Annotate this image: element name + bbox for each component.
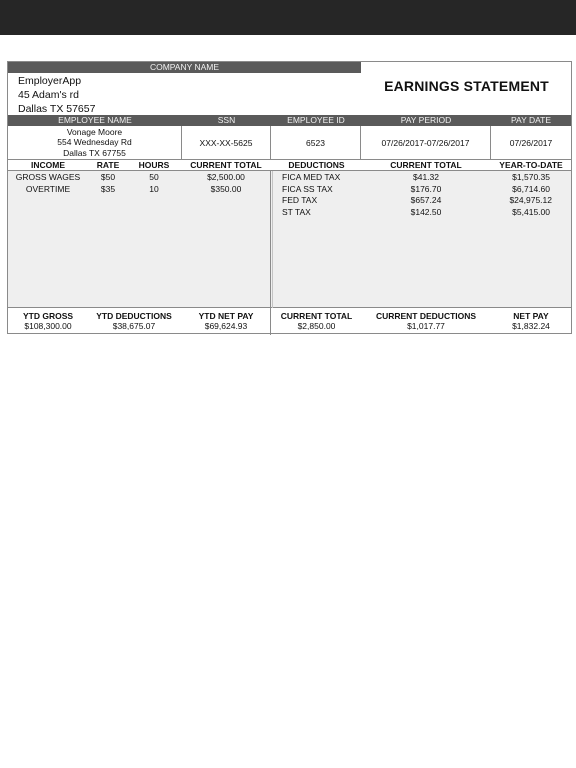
employee-address-line1: 554 Wednesday Rd xyxy=(57,137,132,148)
income-hours-0: 50 xyxy=(149,172,159,182)
ssn-header: SSN xyxy=(217,115,236,125)
statement-title: EARNINGS STATEMENT xyxy=(384,78,549,94)
ytd-deductions-value: $38,675.07 xyxy=(112,321,156,331)
deduction-label-2: FED TAX xyxy=(282,195,318,205)
deduction-ytd-1: $6,714.60 xyxy=(512,183,550,194)
deduction-label-0: FICA MED TAX xyxy=(282,172,341,182)
deduction-ytd-3: $5,415.00 xyxy=(512,206,550,217)
ytd-gross-label: YTD GROSS xyxy=(22,311,74,321)
employee-id-value: 6523 xyxy=(271,126,361,159)
column-header-row xyxy=(8,160,571,171)
company-name: EmployerApp xyxy=(18,75,82,87)
company-name-header: COMPANY NAME xyxy=(8,62,361,73)
deduction-label-1: FICA SS TAX xyxy=(282,183,333,194)
company-address xyxy=(18,74,95,116)
year-to-date-header: YEAR-TO-DATE xyxy=(499,160,563,170)
deduction-ytd-2: $24,975.12 xyxy=(509,195,552,205)
net-pay-label: NET PAY xyxy=(513,311,549,321)
pay-date-value: 07/26/2017 xyxy=(509,137,553,148)
employee-name-cell xyxy=(8,126,182,159)
column-divider-inner xyxy=(272,171,273,308)
income-rate-0: $50 xyxy=(100,172,116,182)
income-rate-1: $35 xyxy=(100,183,116,194)
income-label-1: OVERTIME xyxy=(25,183,71,194)
employee-info-header-row xyxy=(8,115,571,126)
ytd-gross-value: $108,300.00 xyxy=(24,321,72,331)
ytd-deductions-label: YTD DEDUCTIONS xyxy=(96,311,172,321)
income-current-total-1: $350.00 xyxy=(210,183,242,194)
deduction-ytd-0: $1,570.35 xyxy=(512,172,550,182)
current-deductions-value: $1,017.77 xyxy=(407,321,445,331)
top-bar xyxy=(0,0,576,35)
deduction-current-0: $41.32 xyxy=(413,172,439,182)
deduction-current-2: $657.24 xyxy=(410,195,442,205)
current-deductions-label: CURRENT DEDUCTIONS xyxy=(375,311,477,321)
current-total-value: $2,850.00 xyxy=(297,321,336,331)
company-address-line1: 45 Adam's rd xyxy=(18,89,79,101)
ytd-net-pay-value: $69,624.93 xyxy=(204,321,248,331)
employee-name-header: EMPLOYEE NAME xyxy=(58,115,132,125)
ytd-net-pay-label: YTD NET PAY xyxy=(198,311,254,321)
pay-date-header: PAY DATE xyxy=(511,115,551,125)
deduction-current-1: $176.70 xyxy=(410,183,442,194)
deductions-header: DEDUCTIONS xyxy=(288,160,345,170)
ssn-value: XXX-XX-5625 xyxy=(182,126,271,159)
income-hours-1: 10 xyxy=(149,183,159,194)
company-address-line2: Dallas TX 57657 xyxy=(18,103,96,115)
income-current-total-0: $2,500.00 xyxy=(207,172,245,182)
pay-period-header: PAY PERIOD xyxy=(400,115,452,125)
net-pay-value: $1,832.24 xyxy=(512,321,550,331)
employee-address-line2: Dallas TX 67755 xyxy=(63,147,126,158)
deduction-current-3: $142.50 xyxy=(410,206,442,217)
income-header: INCOME xyxy=(31,160,65,170)
current-total-label: CURRENT TOTAL xyxy=(280,311,353,321)
pay-period-value: 07/26/2017-07/26/2017 xyxy=(361,126,491,159)
rate-header: RATE xyxy=(96,160,120,170)
deductions-current-total-header: CURRENT TOTAL xyxy=(390,160,462,170)
income-label-0: GROSS WAGES xyxy=(15,172,81,182)
income-current-total-header: CURRENT TOTAL xyxy=(190,160,262,170)
employee-name: Vonage Moore xyxy=(66,126,123,137)
employee-info-row xyxy=(8,126,571,160)
hours-header: HOURS xyxy=(138,160,170,170)
earnings-statement xyxy=(7,61,572,334)
employee-id-header: EMPLOYEE ID xyxy=(287,115,345,125)
deduction-label-3: ST TAX xyxy=(282,206,311,217)
